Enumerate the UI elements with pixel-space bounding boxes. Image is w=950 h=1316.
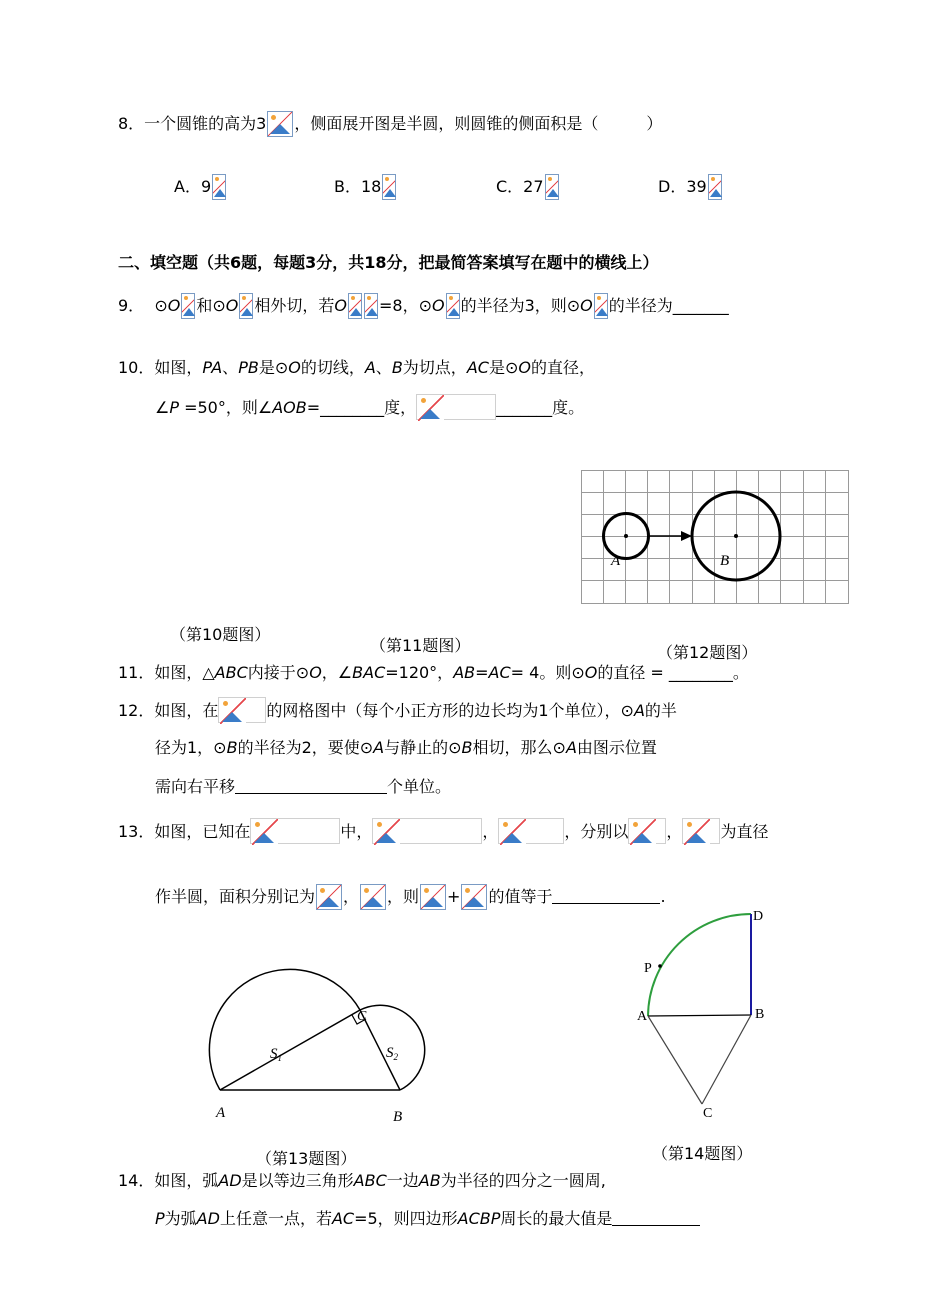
label-a: A bbox=[637, 1009, 648, 1024]
label-b: B bbox=[393, 1109, 403, 1125]
caption-fig12: （第12题图） bbox=[657, 643, 758, 662]
formula-image-icon bbox=[420, 884, 446, 910]
formula-frame bbox=[416, 394, 496, 420]
subscript-image-icon bbox=[181, 293, 195, 319]
q12-answer-blank[interactable] bbox=[235, 777, 387, 794]
fig14-diagram bbox=[620, 900, 780, 1125]
formula-image-icon bbox=[500, 819, 526, 845]
q8-option-d: D．39 bbox=[658, 174, 723, 200]
q14-answer-blank[interactable] bbox=[612, 1209, 700, 1226]
formula-image-icon bbox=[461, 884, 487, 910]
formula-image-icon bbox=[374, 819, 400, 845]
subscript-image-icon bbox=[364, 293, 378, 319]
formula-image-icon bbox=[252, 819, 278, 845]
label-c: C bbox=[357, 1009, 367, 1024]
point-p bbox=[658, 964, 662, 968]
q8-option-a: A．9 bbox=[174, 174, 227, 200]
q13-stem-line2: 作半圆，面积分别记为 ， ，则 + 的值等于 . bbox=[155, 884, 666, 910]
fig12-grid-diagram bbox=[581, 470, 849, 604]
q8-option-c: C．27 bbox=[496, 174, 560, 200]
formula-frame bbox=[498, 818, 564, 844]
q8-option-b: B．18 bbox=[334, 174, 397, 200]
arc-ad bbox=[648, 914, 751, 1016]
formula-image-icon bbox=[220, 698, 246, 724]
formula-frame bbox=[372, 818, 482, 844]
q12-stem-line3: 需向右平移 个单位。 bbox=[155, 777, 452, 796]
segment-ab bbox=[648, 1015, 751, 1016]
formula-image-icon bbox=[545, 174, 559, 200]
formula-image-icon bbox=[382, 174, 396, 200]
formula-frame bbox=[250, 818, 340, 844]
semicircle-s1 bbox=[209, 969, 360, 1090]
q10-stem-line1: 10．如图，PA、PB是⊙O的切线，A、B为切点，AC是⊙O的直径， bbox=[118, 358, 595, 377]
q14-stem-line2: P为弧AD上任意一点，若AC=5，则四边形ACBP周长的最大值是 bbox=[155, 1209, 700, 1229]
subscript-image-icon bbox=[594, 293, 608, 319]
caption-fig13: （第13题图） bbox=[256, 1149, 357, 1168]
q14-stem-line1: 14．如图，弧AD是以等边三角形ABC一边AB为半径的四分之一圆周, bbox=[118, 1171, 606, 1190]
label-s2: $S_2$ bbox=[386, 1045, 398, 1062]
segment-bc bbox=[702, 1015, 751, 1104]
segment-ac bbox=[648, 1016, 702, 1104]
q12-stem-line2: 径为1，⊙B的半径为2，要使⊙A与静止的⊙B相切，那么⊙A由图示位置 bbox=[155, 738, 657, 757]
formula-image-icon bbox=[708, 174, 722, 200]
formula-image-icon bbox=[316, 884, 342, 910]
section-heading: 二、填空题（共6题，每题3分，共18分，把最简答案填写在题中的横线上） bbox=[118, 253, 659, 272]
q13-stem-line1: 13．如图，已知在 中， ， ，分别以 ， 为直径 bbox=[118, 818, 768, 844]
arrow-head-icon bbox=[681, 531, 692, 541]
subscript-image-icon bbox=[348, 293, 362, 319]
label-b: B bbox=[755, 1007, 765, 1022]
grid-lines bbox=[582, 470, 849, 604]
q9-stem: 9． ⊙O 和⊙O 相外切，若O =8，⊙O 的半径为3，则⊙O 的半径为_______ bbox=[118, 293, 729, 319]
fig13-diagram bbox=[200, 960, 440, 1135]
formula-image-icon bbox=[212, 174, 226, 200]
segment-ac bbox=[220, 1010, 360, 1090]
label-p: P bbox=[644, 961, 652, 976]
label-s1: $S_1$ bbox=[270, 1046, 282, 1063]
formula-image-icon bbox=[267, 111, 293, 137]
subscript-image-icon bbox=[239, 293, 253, 319]
formula-frame bbox=[218, 697, 266, 723]
q8-stem: 8．一个圆锥的高为3 ，侧面展开图是半圆，则圆锥的侧面积是（ ） bbox=[118, 111, 662, 137]
formula-image-icon bbox=[684, 819, 710, 845]
caption-fig11: （第11题图） bbox=[370, 636, 471, 655]
caption-fig14: （第14题图） bbox=[652, 1144, 753, 1163]
label-c: C bbox=[703, 1106, 713, 1121]
q10-stem-line2: ∠P =50°，则∠AOB=________度， _______度。 bbox=[155, 394, 584, 420]
q9-answer-blank[interactable]: _______ bbox=[672, 296, 729, 315]
formula-image-icon bbox=[418, 395, 444, 421]
q11-stem: 11．如图，△ABC内接于⊙O，∠BAC=120°，AB=AC= 4。则⊙O的直径 = ________。 bbox=[118, 663, 749, 682]
label-a: A bbox=[611, 553, 621, 569]
label-a: A bbox=[216, 1105, 226, 1121]
center-b bbox=[734, 534, 738, 538]
formula-frame bbox=[628, 818, 666, 844]
q12-stem-line1: 12．如图，在 的网格图中（每个小正方形的边长均为1个单位），⊙A的半 bbox=[118, 697, 677, 723]
formula-image-icon bbox=[630, 819, 656, 845]
caption-fig10: （第10题图） bbox=[170, 625, 271, 644]
formula-frame bbox=[682, 818, 720, 844]
center-a bbox=[624, 534, 628, 538]
subscript-image-icon bbox=[446, 293, 460, 319]
label-d: D bbox=[753, 909, 764, 924]
formula-image-icon bbox=[360, 884, 386, 910]
label-b: B bbox=[720, 553, 730, 569]
